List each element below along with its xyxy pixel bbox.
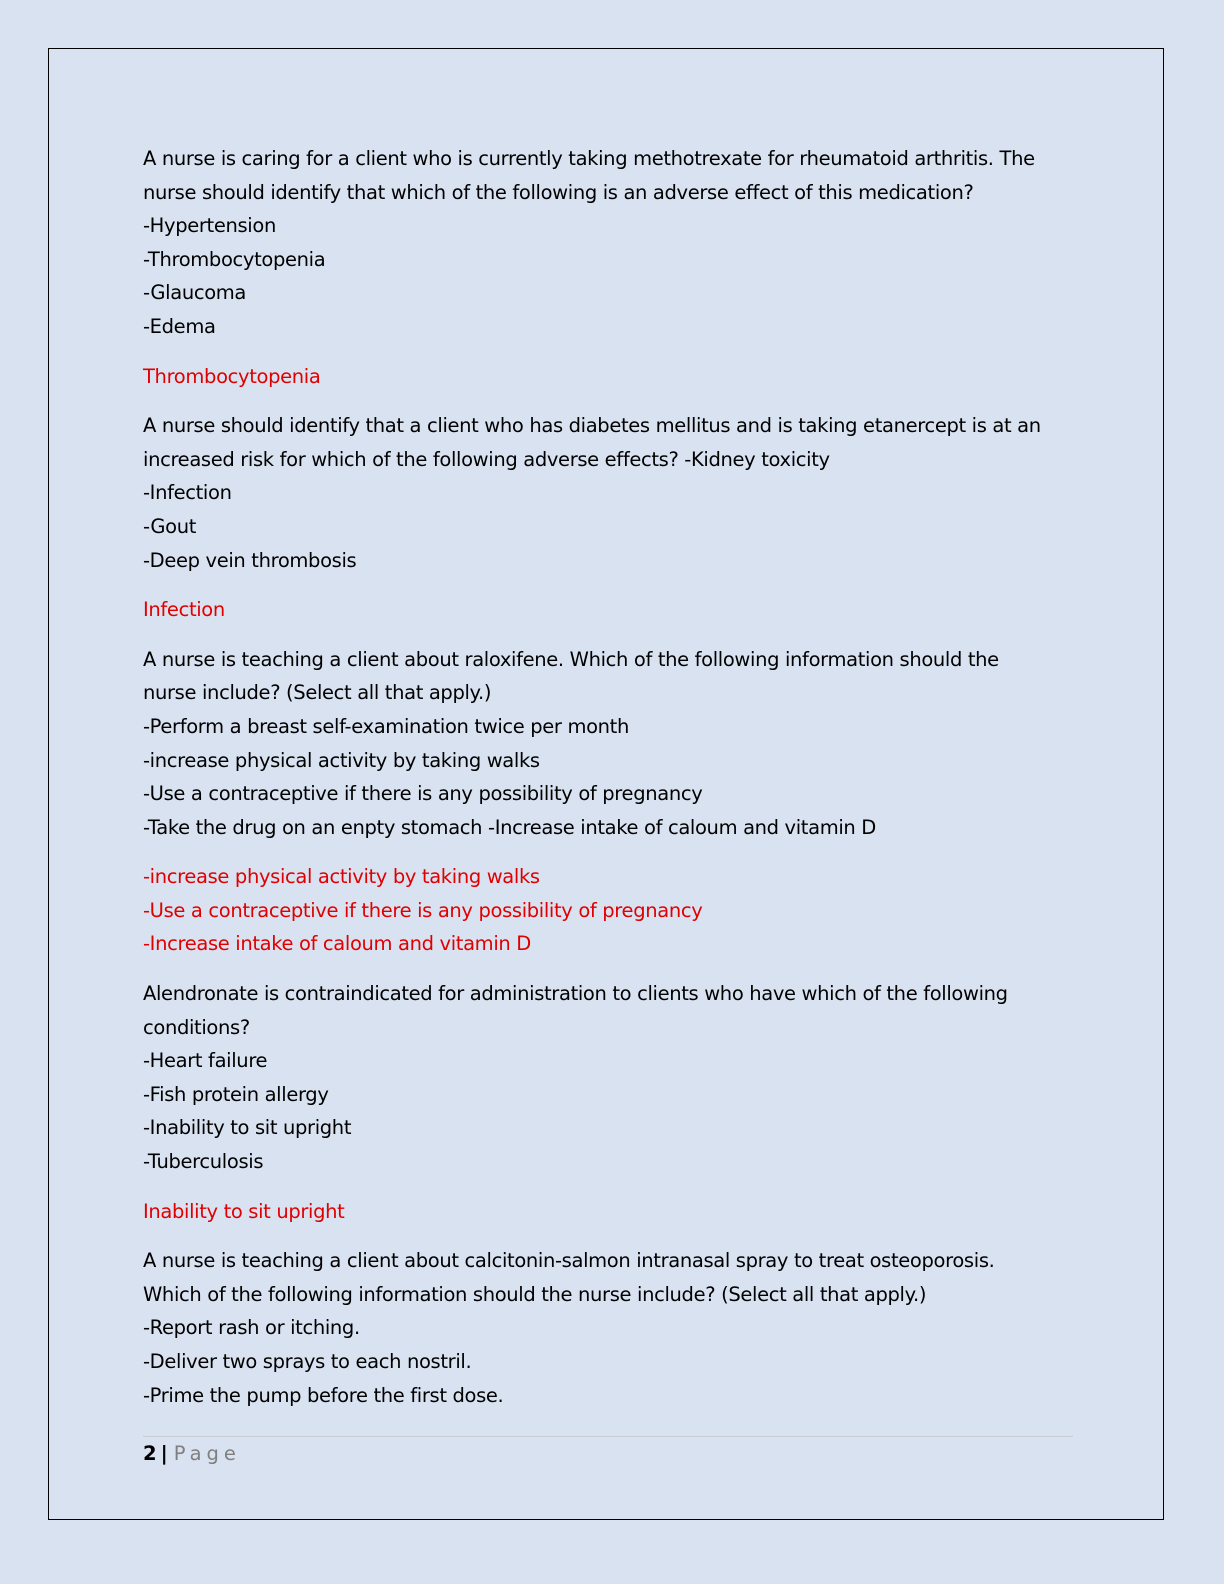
answer-text: Thrombocytopenia (143, 364, 321, 388)
question-text: A nurse should identify that a client who has diabetes mellitus and is taking etanercept is at an (143, 414, 1041, 438)
option-item: -Thrombocytopenia (143, 247, 326, 271)
question-text: A nurse is teaching a client about raloxifene. Which of the following information should the (143, 647, 999, 671)
option-item: -Infection (143, 481, 232, 505)
question-block (143, 409, 1078, 577)
option-item: -Tuberculosis (143, 1150, 264, 1174)
question-block (143, 1244, 1078, 1412)
option-item: -Glaucoma (143, 281, 247, 305)
question-block (143, 142, 1078, 344)
document-body (143, 142, 1078, 1412)
question-text: nurse should identify that which of the following is an adverse effect of this medication? (143, 180, 974, 204)
option-item: -Perform a breast self-examination twice per month (143, 714, 629, 738)
option-item: -Inability to sit upright (143, 1116, 352, 1140)
question-block (143, 643, 1078, 845)
option-item: -increase physical activity by taking walks (143, 748, 540, 772)
option-item: -Prime the pump before the first dose. (143, 1383, 504, 1407)
footer-separator: | (160, 1442, 168, 1465)
answer-text: -Increase intake of caloum and vitamin D (143, 932, 531, 956)
answer-text: Inability to sit upright (143, 1199, 345, 1223)
question-block (143, 977, 1078, 1179)
option-item: -Heart failure (143, 1049, 268, 1073)
page-label: Page (173, 1442, 241, 1465)
option-item: -Fish protein allergy (143, 1082, 329, 1106)
page-number: 2 (143, 1442, 157, 1465)
option-item: -Hypertension (143, 214, 276, 238)
option-item: -Take the drug on an enpty stomach -Increase intake of caloum and vitamin D (143, 815, 876, 839)
answer-text: Infection (143, 598, 225, 622)
question-text: A nurse is caring for a client who is currently taking methotrexate for rheumatoid arthritis. The (143, 147, 1035, 170)
option-item: -Report rash or itching. (143, 1316, 360, 1340)
question-text: conditions? (143, 1015, 250, 1039)
answer-text: -Use a contraceptive if there is any possibility of pregnancy (143, 898, 703, 922)
option-item: -Deep vein thrombosis (143, 548, 357, 572)
question-text: Which of the following information should the nurse include? (Select all that apply.) (143, 1282, 927, 1306)
option-item: -Use a contraceptive if there is any possibility of pregnancy (143, 782, 703, 806)
page-footer (143, 1440, 241, 1468)
question-text: increased risk for which of the following adverse effects? -Kidney toxicity (143, 447, 830, 471)
option-item: -Deliver two sprays to each nostril. (143, 1350, 472, 1373)
option-item: -Edema (143, 314, 216, 338)
answer-text: -increase physical activity by taking walks (143, 865, 540, 889)
question-text: A nurse is teaching a client about calcitonin-salmon intranasal spray to treat osteoporosis. (143, 1249, 995, 1273)
footer-divider (143, 1436, 1073, 1437)
question-text: Alendronate is contraindicated for administration to clients who have which of the following (143, 982, 1008, 1006)
option-item: -Gout (143, 514, 197, 538)
question-text: nurse include? (Select all that apply.) (143, 681, 492, 705)
